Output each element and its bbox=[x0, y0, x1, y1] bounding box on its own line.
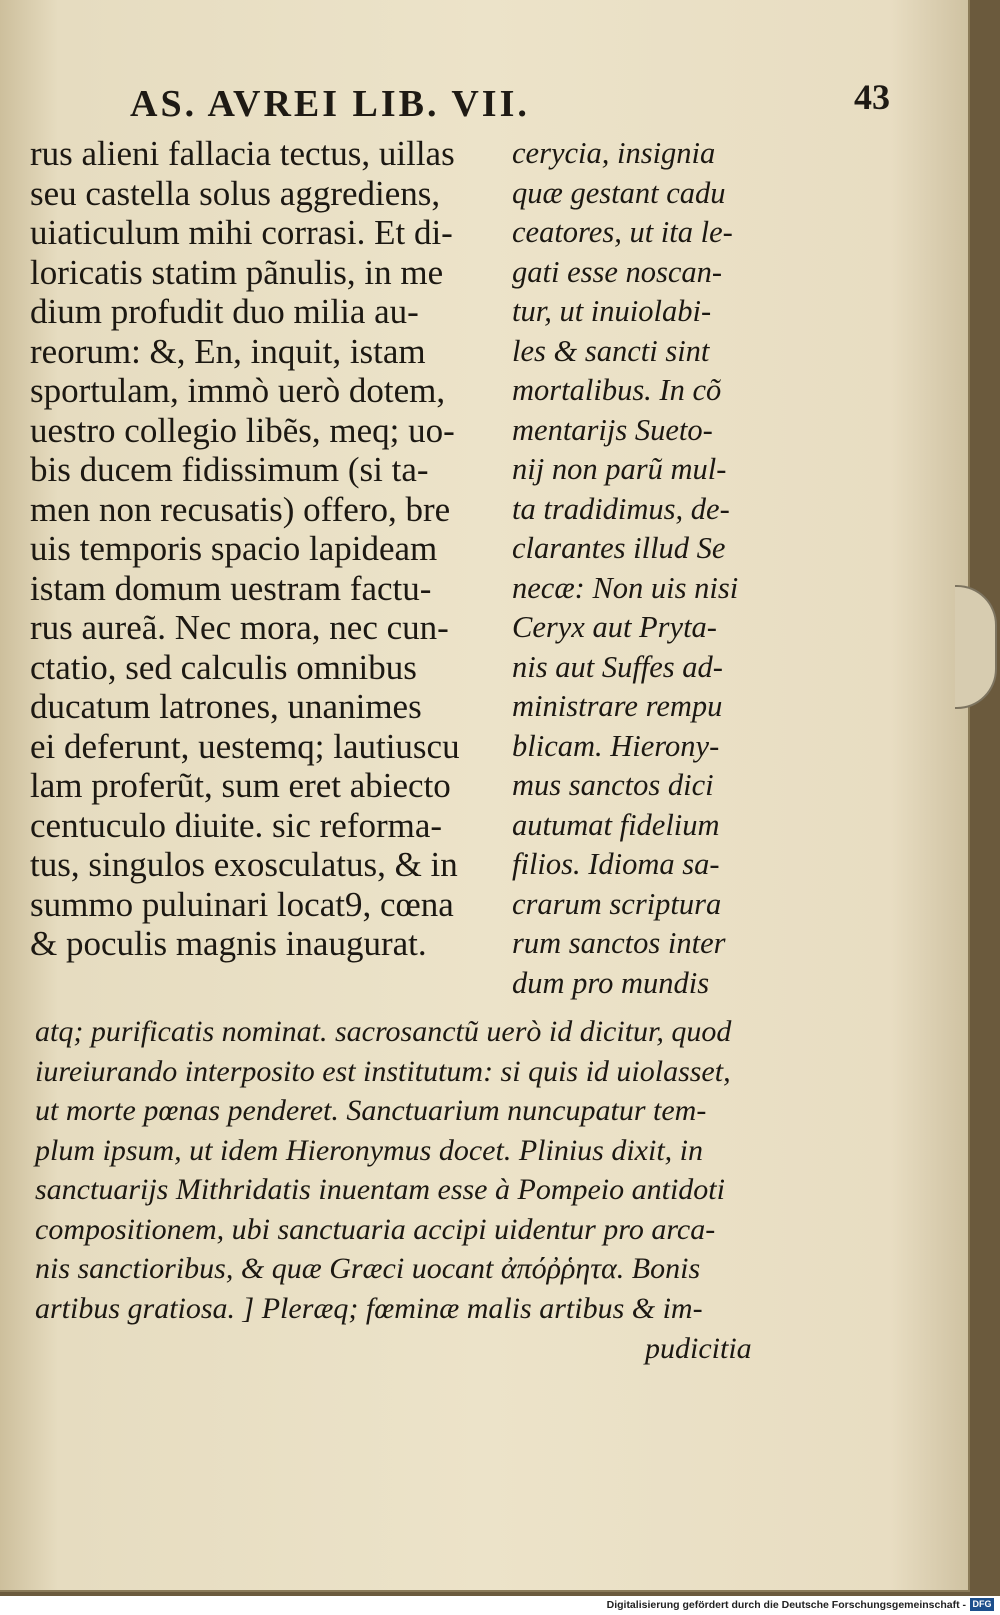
commentary-line: compositionem, ubi sanctuaria accipi uidentur pro arca- bbox=[35, 1212, 716, 1246]
commentary-line: mus sanctos dici bbox=[512, 768, 714, 802]
text-line: & poculis magnis inaugurat. bbox=[30, 924, 427, 963]
commentary-line: ut morte pœnas penderet. Sanctuarium nuncupatur tem- bbox=[35, 1094, 707, 1127]
text-line: uiaticulum mihi corrasi. Et di- bbox=[30, 213, 453, 252]
commentary-line: Ceryx aut Pryta- bbox=[512, 610, 717, 644]
text-line: uestro collegio libẽs, meq; uo- bbox=[30, 410, 455, 450]
full-width-commentary bbox=[35, 1012, 775, 1328]
commentary-line: autumat fidelium bbox=[512, 807, 720, 842]
text-line: loricatis statim pãnulis, in me bbox=[30, 252, 444, 292]
commentary-line: les & sancti sint bbox=[512, 333, 710, 368]
commentary-line: clarantes illud Se bbox=[512, 531, 726, 565]
commentary-line: ta tradidimus, de- bbox=[512, 491, 730, 526]
text-line: seu castella solus aggrediens, bbox=[30, 173, 441, 213]
page-clip bbox=[955, 585, 997, 709]
commentary-line: rum sanctos inter bbox=[512, 926, 726, 960]
commentary-column bbox=[512, 134, 742, 1003]
text-line: uis temporis spacio lapideam bbox=[30, 529, 438, 568]
commentary-line: nis sanctioribus, & quæ Græci uocant ἀπόῤῥητα. Bonis bbox=[35, 1252, 701, 1285]
commentary-line: mortalibus. In cõ bbox=[512, 373, 722, 407]
text-line: sportulam, immò uerò dotem, bbox=[30, 371, 446, 410]
commentary-line: nis aut Suffes ad- bbox=[512, 649, 723, 684]
main-text-column bbox=[30, 134, 500, 964]
dfg-logo: DFG bbox=[970, 1598, 994, 1611]
text-line: istam domum uestram factu- bbox=[30, 568, 432, 608]
digitization-credit: Digitalisierung gefördert durch die Deutsche Forschungsgemeinschaft - bbox=[606, 1599, 966, 1611]
text-line: summo puluinari locat9, cœna bbox=[30, 884, 454, 924]
page-number: 43 bbox=[854, 77, 890, 117]
commentary-line: ministrare rempu bbox=[512, 689, 723, 723]
commentary-line: blicam. Hierony- bbox=[512, 728, 720, 763]
commentary-line: atq; purificatis nominat. sacrosanctũ uerò id dicitur, quod bbox=[35, 1015, 732, 1048]
commentary-line: crarum scriptura bbox=[512, 886, 722, 921]
text-line: bis ducem fidissimum (si ta- bbox=[30, 450, 429, 489]
commentary-line: quæ gestant cadu bbox=[512, 175, 726, 210]
commentary-line: necæ: Non uis nisi bbox=[512, 570, 739, 605]
running-head-title: AS. AVREI LIB. VII. bbox=[130, 83, 530, 125]
commentary-line: dum pro mundis bbox=[512, 965, 710, 1000]
commentary-line: nij non parũ mul- bbox=[512, 452, 727, 486]
commentary-line: tur, ut inuiolabi- bbox=[512, 294, 712, 328]
text-line: ducatum latrones, unanimes bbox=[30, 687, 422, 726]
commentary-line: ceatores, ut ita le- bbox=[512, 215, 733, 249]
commentary-line: sanctuarijs Mithridatis inuentam esse à Pompeio antidoti bbox=[35, 1173, 725, 1206]
commentary-line: gati esse noscan- bbox=[512, 254, 723, 289]
commentary-line: filios. Idioma sa- bbox=[512, 847, 720, 881]
text-line: ei deferunt, uestemq; lautiuscu bbox=[30, 726, 460, 766]
commentary-line: cerycia, insignia bbox=[512, 136, 716, 170]
text-line: reorum: &, En, inquit, istam bbox=[30, 331, 426, 371]
commentary-line: artibus gratiosa. ] Pleræq; fœminæ malis artibus & im- bbox=[35, 1291, 703, 1325]
running-head bbox=[130, 77, 910, 126]
text-line: centuculo diuite. sic reforma- bbox=[30, 805, 443, 845]
text-line: men non recusatis) offero, bre bbox=[30, 489, 451, 529]
text-line: dium profudit duo milia au- bbox=[30, 292, 419, 331]
commentary-line: mentarijs Sueto- bbox=[512, 412, 713, 447]
text-line: tus, singulos exosculatus, & in bbox=[30, 845, 458, 884]
commentary-line: iureiurando interposito est institutum: si quis id uiolasset, bbox=[35, 1054, 731, 1088]
text-line: rus aureã. Nec mora, nec cun- bbox=[30, 608, 449, 647]
text-line: lam proferũt, sum eret abiecto bbox=[30, 766, 451, 805]
catchword: pudicitia bbox=[645, 1332, 752, 1365]
text-line: ctatio, sed calculis omnibus bbox=[30, 647, 417, 687]
text-line: rus alieni fallacia tectus, uillas bbox=[30, 134, 455, 173]
commentary-line: plum ipsum, ut idem Hieronymus docet. Plinius dixit, in bbox=[35, 1133, 703, 1167]
